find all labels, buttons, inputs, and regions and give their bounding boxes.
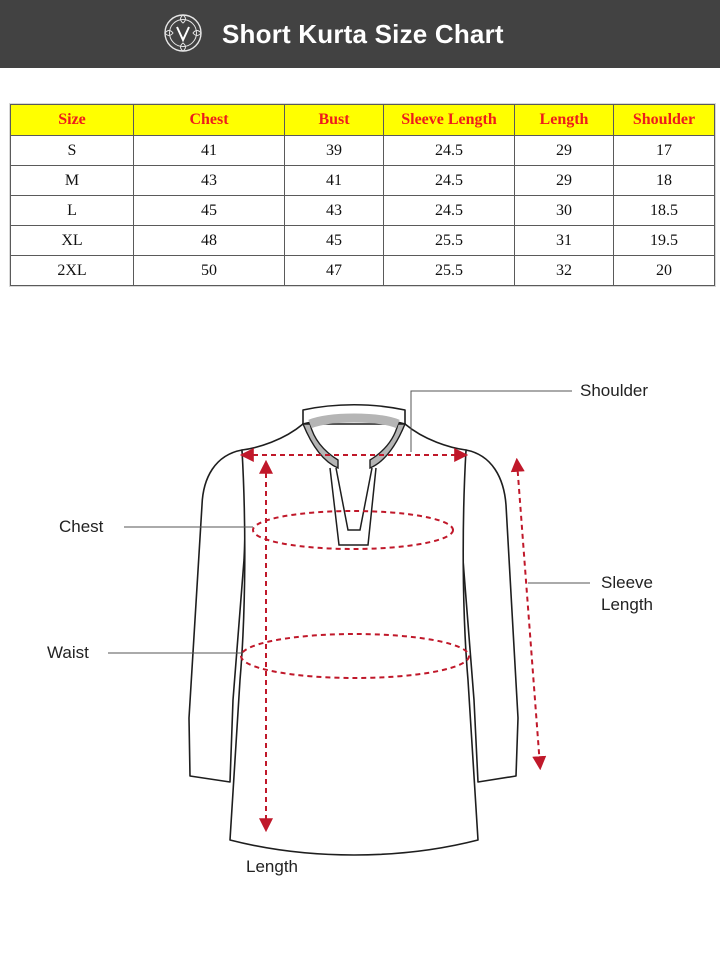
shoulder-label: Shoulder: [580, 381, 649, 400]
cell-sleeve-length: 25.5: [384, 226, 515, 256]
kurta-measurement-diagram: [0, 360, 720, 900]
cell-length: 32: [515, 256, 614, 286]
cell-shoulder: 18: [614, 166, 715, 196]
table-row: [11, 166, 715, 196]
cell-chest: 43: [134, 166, 285, 196]
cell-length: 30: [515, 196, 614, 226]
sleeve-label-line2: Length: [601, 595, 653, 614]
cell-shoulder: 19.5: [614, 226, 715, 256]
length-label: Length: [246, 857, 298, 876]
cell-chest: 41: [134, 136, 285, 166]
v-crest-logo-icon: [162, 12, 204, 54]
column-header-bust: Bust: [285, 105, 384, 136]
size-chart-table: [10, 104, 715, 286]
cell-size: S: [11, 136, 134, 166]
cell-sleeve-length: 24.5: [384, 196, 515, 226]
cell-bust: 43: [285, 196, 384, 226]
page-title: Short Kurta Size Chart: [222, 19, 504, 49]
cell-size: 2XL: [11, 256, 134, 286]
header-bar: [0, 0, 720, 68]
cell-shoulder: 20: [614, 256, 715, 286]
cell-chest: 50: [134, 256, 285, 286]
sleeve-label-line1: Sleeve: [601, 573, 653, 592]
column-header-shoulder: Shoulder: [614, 105, 715, 136]
cell-size: L: [11, 196, 134, 226]
cell-chest: 45: [134, 196, 285, 226]
cell-size: XL: [11, 226, 134, 256]
cell-length: 31: [515, 226, 614, 256]
cell-shoulder: 18.5: [614, 196, 715, 226]
cell-sleeve-length: 24.5: [384, 136, 515, 166]
table-row: [11, 256, 715, 286]
cell-shoulder: 17: [614, 136, 715, 166]
cell-bust: 45: [285, 226, 384, 256]
cell-length: 29: [515, 136, 614, 166]
column-header-size: Size: [11, 105, 134, 136]
table-row: [11, 196, 715, 226]
cell-bust: 47: [285, 256, 384, 286]
column-header-sleeve-length: Sleeve Length: [384, 105, 515, 136]
cell-length: 29: [515, 166, 614, 196]
sleeve-length-arrow: [517, 462, 540, 766]
kurta-body-shape: [230, 424, 478, 855]
cell-bust: 41: [285, 166, 384, 196]
table-header-row: [11, 105, 715, 136]
kurta-outline: [189, 405, 518, 855]
cell-sleeve-length: 24.5: [384, 166, 515, 196]
column-header-length: Length: [515, 105, 614, 136]
chest-label: Chest: [59, 517, 104, 536]
table-row: [11, 136, 715, 166]
cell-chest: 48: [134, 226, 285, 256]
column-header-chest: Chest: [134, 105, 285, 136]
table-row: [11, 226, 715, 256]
cell-bust: 39: [285, 136, 384, 166]
waist-label: Waist: [47, 643, 89, 662]
cell-size: M: [11, 166, 134, 196]
cell-sleeve-length: 25.5: [384, 256, 515, 286]
